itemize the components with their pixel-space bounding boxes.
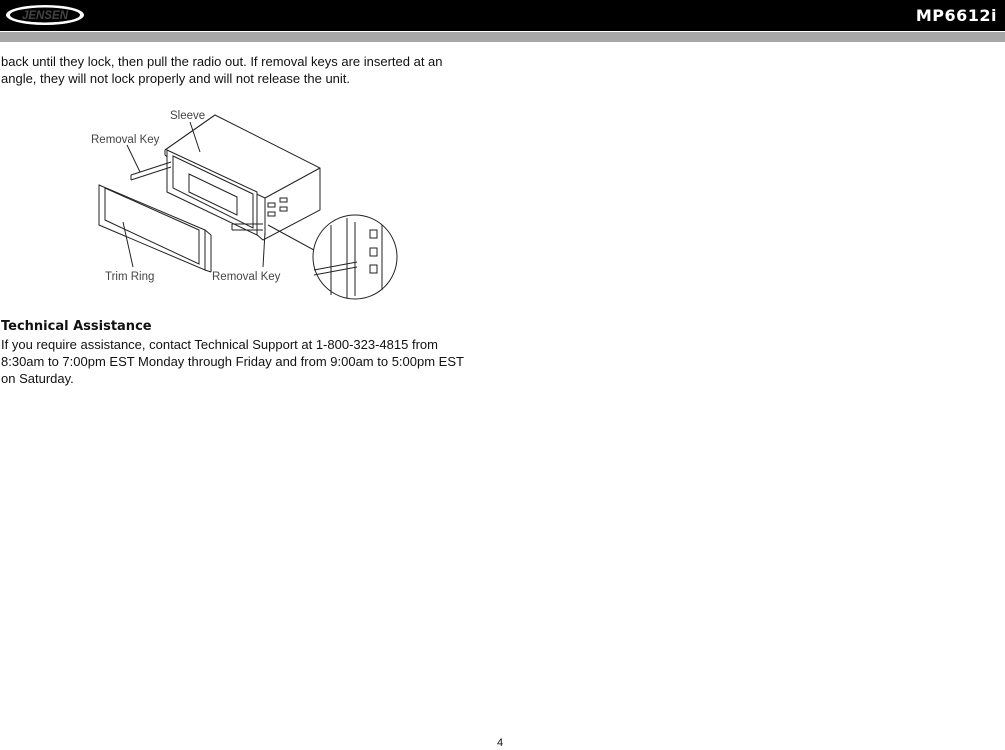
svg-text:JENSEN: JENSEN (21, 10, 69, 22)
removal-key-top-label: Removal Key (91, 134, 160, 146)
section-heading: Technical Assistance (1, 319, 152, 334)
page-header (0, 0, 1005, 31)
model-number: MP6612i (915, 6, 997, 25)
assistance-paragraph: If you require assistance, contact Technical Support at 1-800-323-4815 from 8:30am to 7:00pm EST Monday through Friday and from 9:00am to 5:00pm EST on Saturday. (1, 337, 464, 386)
trim-ring-label: Trim Ring (105, 271, 155, 283)
removal-key-bottom-label: Removal Key (212, 271, 281, 283)
page-number: 4 (497, 737, 504, 749)
removal-diagram (85, 100, 405, 300)
jensen-logo (4, 3, 86, 27)
header-rule (0, 32, 1005, 42)
removal-paragraph: back until they lock, then pull the radio out. If removal keys are inserted at an angle, they will not lock properly and will not release the unit. (1, 54, 443, 86)
sleeve-label: Sleeve (170, 110, 206, 122)
